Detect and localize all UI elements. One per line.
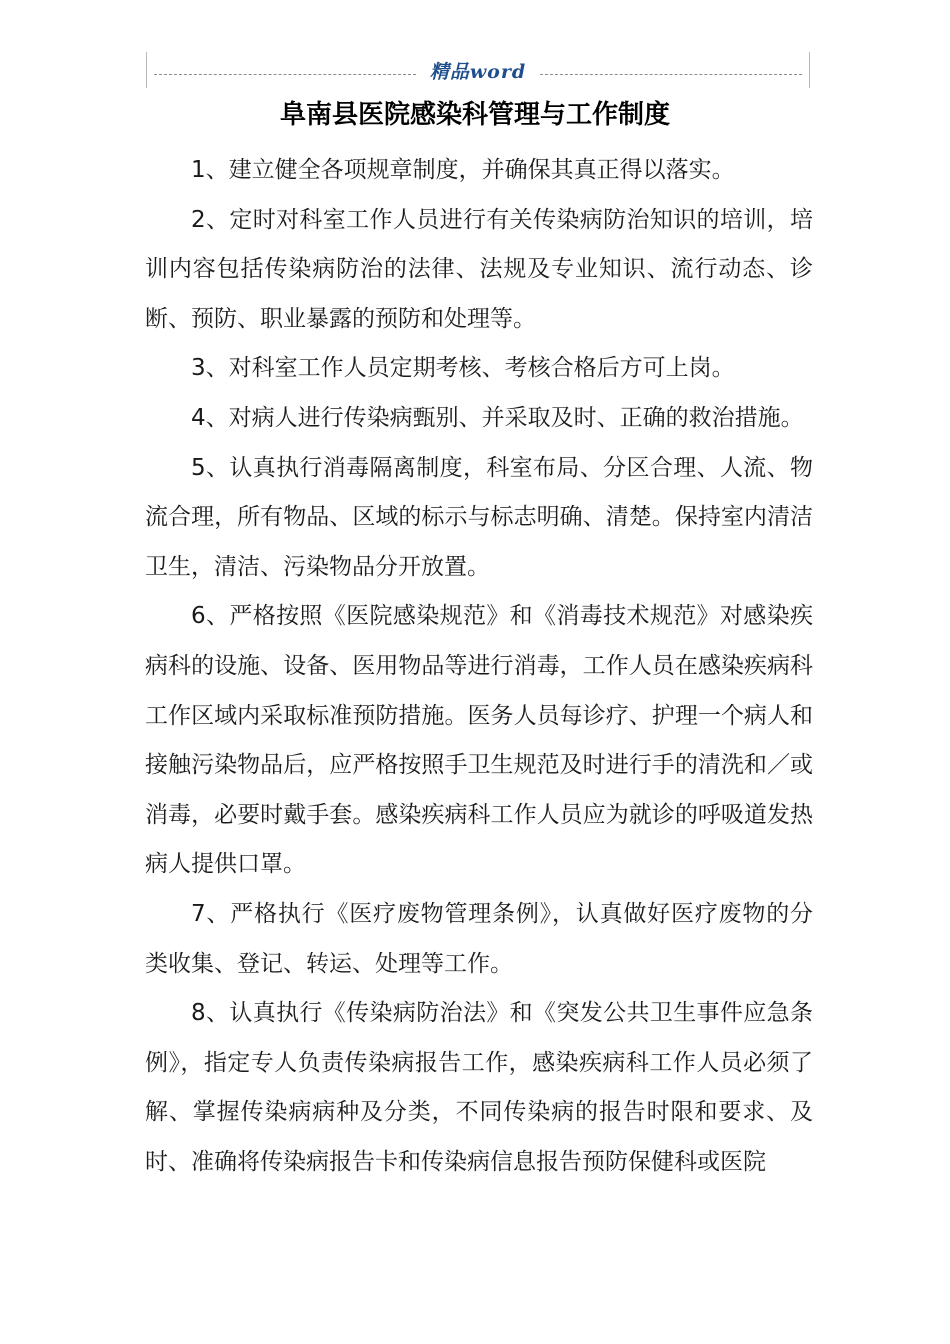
- document-title: 阜南县医院感染科管理与工作制度: [279, 100, 670, 130]
- paragraph-8: 8、认真执行《传染病防治法》和《突发公共卫生事件应急条例》，指定专人负责传染病报告工作，感染疾病科工作人员必须了解、掌握传染病病种及分类，不同传染病的报告时限和要求、及时、准确将传染病报告卡和传染病信息报告预防保健科或医院: [145, 1000, 813, 1175]
- header-right-bracket: [809, 52, 810, 88]
- paragraph-4: 4、对病人进行传染病甄别、并采取及时、正确的救治措施。: [191, 404, 804, 431]
- page-header: [146, 52, 810, 88]
- header-dashed-rule-right: [540, 74, 802, 75]
- paragraph-3: 3、对科室工作人员定期考核、考核合格后方可上岗。: [191, 355, 735, 382]
- paragraph-5: 5、认真执行消毒隔离制度，科室布局、分区合理、人流、物流合理，所有物品、区域的标示与标志明确、清楚。保持室内清洁卫生，清洁、污染物品分开放置。: [145, 454, 813, 580]
- header-logo-text: 精品word: [429, 61, 527, 83]
- header-dashed-rule-left: [154, 74, 416, 75]
- paragraph-1: 1、建立健全各项规章制度，并确保其真正得以落实。: [191, 157, 735, 183]
- paragraph-6: 6、严格按照《医院感染规范》和《消毒技术规范》对感染疾病科的设施、设备、医用物品等进行消毒，工作人员在感染疾病科工作区域内采取标准预防措施。医务人员每诊疗、护理一个病人和接触污染物品后，应严格按照手卫生规范及时进行手的清洗和／或消毒，必要时戴手套。感染疾病科工作人员应为就诊的呼吸道发热病人提供口罩。: [145, 603, 813, 878]
- document-body: [145, 146, 813, 1187]
- paragraph-2: 2、定时对科室工作人员进行有关传染病防治知识的培训，培训内容包括传染病防治的法律、法规及专业知识、流行动态、诊断、预防、职业暴露的预防和处理等。: [145, 206, 813, 332]
- paragraph-7: 7、严格执行《医疗废物管理条例》，认真做好医疗废物的分类收集、登记、转运、处理等工作。: [145, 900, 813, 977]
- header-left-bracket: [146, 52, 147, 88]
